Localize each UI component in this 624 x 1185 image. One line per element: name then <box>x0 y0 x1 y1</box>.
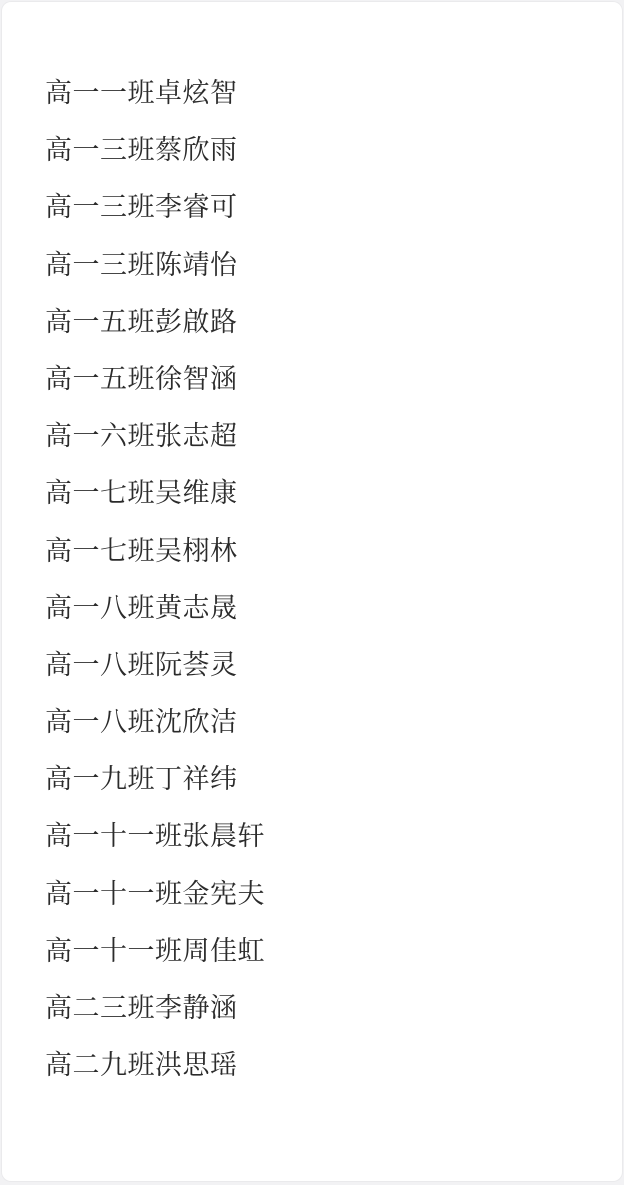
list-item: 高一一班卓炫智 <box>45 78 238 108</box>
list-item: 高一十一班张晨轩 <box>45 821 265 852</box>
list-item: 高一三班蔡欣雨 <box>45 135 238 166</box>
list-item: 高一八班黄志晟 <box>45 592 238 623</box>
list-item: 高一十一班金宪夫 <box>45 878 265 909</box>
list-item: 高一六班张志超 <box>45 421 238 452</box>
list-item: 高一五班徐智涵 <box>45 363 238 394</box>
content-card <box>2 2 622 1181</box>
list-item: 高一三班陈靖怡 <box>45 249 238 280</box>
list-item: 高一七班吴维康 <box>45 478 238 509</box>
list-item: 高一八班阮荟灵 <box>45 649 238 680</box>
list-item: 高一九班丁祥纬 <box>45 764 238 795</box>
student-roster-list <box>2 2 622 1094</box>
list-item: 高一五班彭啟路 <box>45 306 238 337</box>
list-item: 高二三班李静涵 <box>45 993 238 1023</box>
list-item: 高一十一班周佳虹 <box>45 935 265 966</box>
list-item: 高一七班吴栩林 <box>45 535 238 566</box>
list-item: 高一三班李睿可 <box>45 192 238 223</box>
list-item: 高二九班洪思瑶 <box>45 1050 238 1081</box>
list-item: 高一八班沈欣洁 <box>45 707 238 738</box>
